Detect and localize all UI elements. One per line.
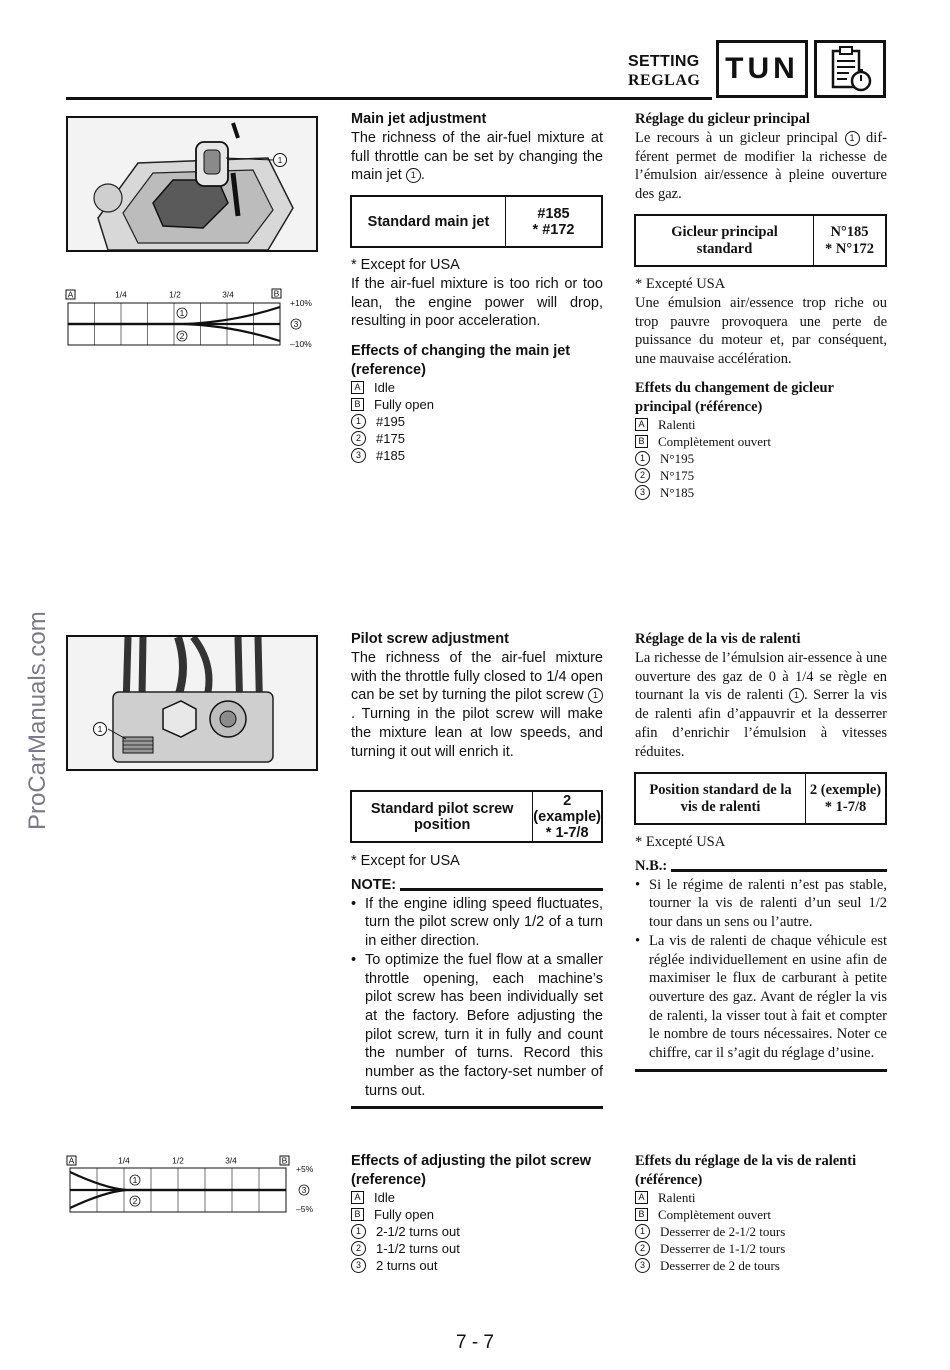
footnote-fr: * Excepté USA — [635, 276, 726, 292]
tick-b: B — [281, 1155, 288, 1166]
watermark — [0, 570, 51, 830]
list-item: A Idle — [351, 1189, 603, 1206]
list-item: 2 N°175 — [635, 467, 887, 484]
table-label: Position standard de la vis de ralenti — [636, 774, 806, 823]
section-title-en: SETTING — [628, 53, 700, 70]
tick-half: 1/2 — [169, 289, 181, 300]
pilot-screw-table-en — [350, 790, 603, 843]
photo-callout: 1 — [277, 155, 283, 165]
pilot-screw-body-en: The richness of the air-fuel mixture with the throttle fully closed to 1/4 open can be set by turning the pilot screw 1. Turning in the pilot screw will make the mixture lean at low speeds, and turning it out will enrich it. — [351, 650, 603, 760]
list-item: A Ralenti — [635, 416, 887, 433]
graph-callout-2: 2 — [132, 1196, 138, 1206]
graph-lower-label: –5% — [296, 1204, 314, 1214]
section-title-fr: REGLAG — [628, 72, 701, 89]
list-item: A Idle — [351, 379, 603, 396]
note-box-fr — [635, 857, 887, 1072]
effects-title-fr: Effets du changement de gicleur principal (référence) — [635, 380, 834, 415]
pilot-screw-title-fr: Réglage de la vis de ralenti — [635, 631, 801, 647]
graph-lower-label: –10% — [290, 339, 312, 349]
note-list-en — [351, 895, 603, 1101]
tick-quarter: 1/4 — [115, 289, 127, 300]
list-item: 1 N°195 — [635, 450, 887, 467]
list-item: • To optimize the fuel flow at a smaller throttle opening, each machine’s pilot screw has been individually set at the factory. Before adjusting the pilot screw, turn it in fully and count the number of turns. Record this number as the factory-set number of turns out. — [351, 951, 603, 1101]
table-value: #185 * #172 — [532, 205, 575, 238]
list-item: 2 #175 — [351, 430, 603, 447]
note-list-fr — [635, 876, 887, 1063]
main-jet-graph — [64, 286, 322, 350]
main-jet-body-en: The richness of the air-fuel mixture at full throttle can be set by changing the main jet 1 . — [351, 130, 603, 184]
list-item: 3 N°185 — [635, 484, 887, 501]
list-item: B Fully open — [351, 1206, 603, 1223]
graph-upper-label: +10% — [290, 298, 312, 308]
tick-a: A — [67, 289, 74, 300]
graph-callout-3: 3 — [293, 319, 299, 329]
pilot-effects-title-en: Effects of adjusting the pilot screw (reference) — [351, 1153, 592, 1188]
pilot-screw-graph — [64, 1152, 326, 1218]
pilot-screw-legend-en — [351, 1189, 603, 1274]
header-rule — [66, 97, 712, 100]
tick-quarter: 1/4 — [118, 1155, 130, 1166]
page-number: 7 - 7 — [455, 1332, 495, 1353]
main-jet-title-en: Main jet adjustment — [351, 111, 487, 127]
footnote-fr: * Excepté USA — [635, 834, 726, 850]
pilot-effects-title-fr: Effets du réglage de la vis de ralenti (référence) — [635, 1153, 857, 1188]
clipboard-stopwatch-icon — [817, 43, 883, 95]
list-item: A Ralenti — [635, 1189, 887, 1206]
list-item: B Complètement ouvert — [635, 433, 887, 450]
note-label: N.B.: — [635, 858, 668, 874]
graph-callout-1: 1 — [179, 308, 185, 318]
list-item: 1 2-1/2 turns out — [351, 1223, 603, 1240]
note-label: NOTE: — [351, 877, 397, 893]
tick-three-quarter: 3/4 — [225, 1155, 237, 1166]
watermark-text: ProCarManuals.com — [24, 611, 51, 830]
table-label: Gicleur principal standard — [636, 216, 814, 265]
list-item: B Fully open — [351, 396, 603, 413]
effects-title-en: Effects of changing the main jet (reference) — [351, 343, 571, 378]
list-item: 3 Desserrer de 2 de tours — [635, 1257, 887, 1274]
pilot-screw-table-fr — [634, 772, 887, 825]
tick-half: 1/2 — [172, 1155, 184, 1166]
list-item: • Si le régime de ralenti n’est pas stable, tourner la vis de ralenti d’un seul 1/2 tour dans un sens ou l’autre. — [635, 876, 887, 932]
graph-callout-1: 1 — [132, 1175, 138, 1185]
pilot-screw-body-fr: La richesse de l’émulsion air-essence à une ouverture des gaz de 0 à 1/4 se règle en tournant la vis de ralenti 1 . Serrer la vis de ralenti afin d’appauvrir et la desserrer afin d’enrichir l’émulsion à vitesses réduites. — [635, 650, 887, 760]
list-item: 3 2 turns out — [351, 1257, 603, 1274]
pilot-screw-legend-fr — [635, 1189, 887, 1274]
list-item: • La vis de ralenti de chaque véhicule est réglée individuellement en usine afin de maximiser le flux de carburant à petite ouverture des gaz. Avant de régler la vis de ralenti, la visser tout à fait et compter le nombre de tours nécessaires. Noter ce chiffre, car il s’agit du réglage d’usine. — [635, 932, 887, 1063]
footnote-en: * Except for USA — [351, 257, 460, 273]
pilot-screw-title-en: Pilot screw adjustment — [351, 631, 509, 647]
list-item: 1 Desserrer de 2-1/2 tours — [635, 1223, 887, 1240]
main-jet-legend-fr — [635, 416, 887, 501]
list-item: 2 1-1/2 turns out — [351, 1240, 603, 1257]
main-jet-para-fr: Une émulsion air/essence trop riche ou trop pauvre provoquera une perte de puissance du moteur et, par conséquent, une mauvaise accélération. — [635, 295, 887, 368]
tick-a: A — [68, 1155, 75, 1166]
table-value: N°185 * N°172 — [825, 223, 874, 257]
main-jet-para-en: If the air-fuel mixture is too rich or too lean, the engine power will drop, resulting in poor acceleration. — [351, 276, 603, 330]
note-box-en — [351, 876, 603, 1109]
list-item: • If the engine idling speed fluctuates, turn the pilot screw only 1/2 of a turn in either direction. — [351, 895, 603, 951]
footnote-en: * Except for USA — [351, 853, 460, 869]
main-jet-photo — [66, 116, 318, 252]
tick-b: B — [273, 288, 280, 299]
pilot-screw-photo — [66, 635, 318, 771]
graph-upper-label: +5% — [296, 1164, 314, 1174]
main-jet-table-fr — [634, 214, 887, 267]
chapter-code: TUN — [716, 40, 808, 98]
table-value: 2 (example) * 1-7/8 — [533, 792, 601, 841]
photo-callout: 1 — [97, 724, 103, 734]
main-jet-legend-en — [351, 379, 603, 464]
graph-callout-2: 2 — [179, 331, 185, 341]
table-label: Standard main jet — [352, 197, 506, 246]
main-jet-table-en — [350, 195, 603, 248]
list-item: 3 #185 — [351, 447, 603, 464]
main-jet-title-fr: Réglage du gicleur principal — [635, 111, 810, 127]
main-jet-body-fr: Le recours à un gicleur principal 1 différent permet de modifier la richesse de l’émulsion air/essence à pleine ouverture des gaz. — [635, 130, 887, 203]
chapter-icon-box — [814, 40, 886, 98]
list-item: 2 Desserrer de 1-1/2 tours — [635, 1240, 887, 1257]
table-label: Standard pilot screw position — [352, 792, 533, 841]
tick-three-quarter: 3/4 — [222, 289, 234, 300]
list-item: 1 #195 — [351, 413, 603, 430]
graph-callout-3: 3 — [301, 1185, 307, 1195]
table-value: 2 (exemple) * 1-7/8 — [809, 781, 882, 815]
list-item: B Complètement ouvert — [635, 1206, 887, 1223]
